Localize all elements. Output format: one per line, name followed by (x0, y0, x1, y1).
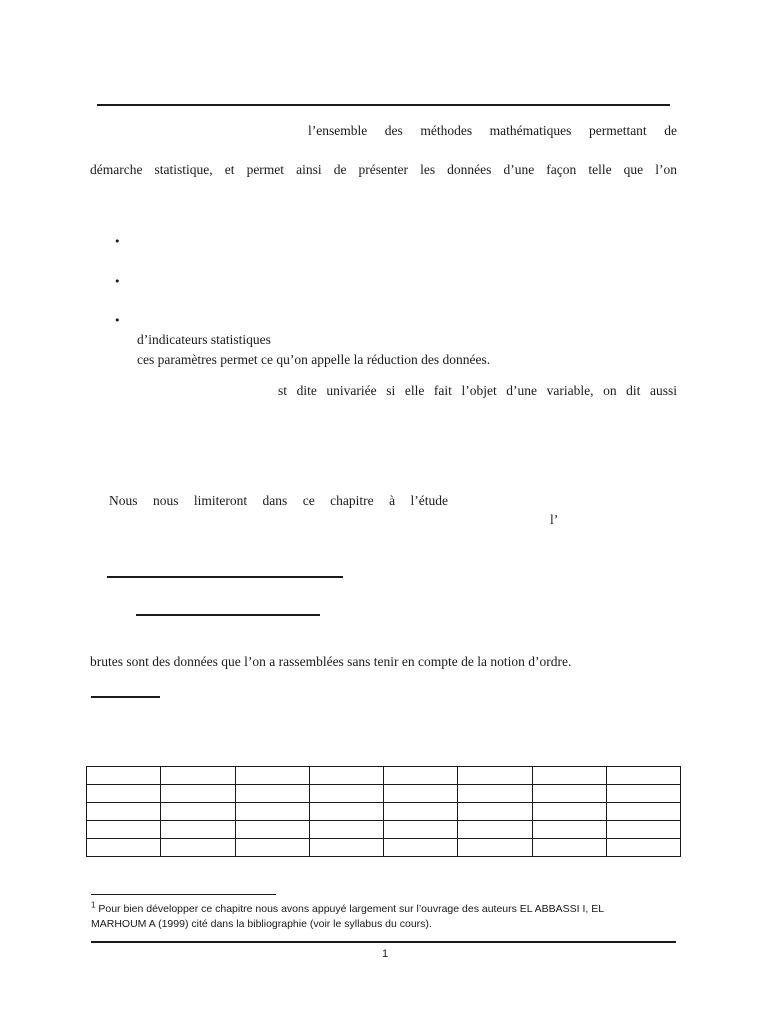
footnote-marker: 1 (91, 900, 96, 910)
bullet-2: • (114, 275, 121, 288)
table-cell (161, 785, 235, 803)
table-row (87, 821, 681, 839)
text-line-3: d’indicateurs statistiques (137, 332, 271, 347)
table-cell (309, 839, 383, 857)
table-row (87, 785, 681, 803)
table-cell (235, 785, 309, 803)
example-label-rule (91, 696, 160, 698)
bullet-1: • (114, 235, 121, 248)
table-cell (458, 821, 532, 839)
footer-rule (91, 941, 676, 943)
table-cell (235, 839, 309, 857)
text-line-1: l’ensemble des méthodes mathématiques permettant de (308, 123, 677, 138)
table-cell (161, 821, 235, 839)
table-cell (309, 821, 383, 839)
text-line-4: ces paramètres permet ce qu’on appelle la réduction des données. (137, 352, 491, 367)
text-line-7: l’ (550, 512, 559, 527)
page-number: 1 (381, 948, 389, 960)
table-cell (161, 767, 235, 785)
table-cell (532, 839, 606, 857)
data-table (86, 766, 681, 857)
table-cell (309, 785, 383, 803)
table-cell (532, 821, 606, 839)
table-cell (458, 785, 532, 803)
table-cell (235, 821, 309, 839)
table-cell (384, 767, 458, 785)
bullet-3: • (114, 314, 121, 327)
table-cell (309, 767, 383, 785)
text-line-8: brutes sont des données que l’on a rassemblées sans tenir en compte de la notion d’ordre. (90, 654, 572, 669)
table-cell (532, 785, 606, 803)
header-rule (97, 104, 670, 106)
text-line-5: st dite univariée si elle fait l’objet d’une variable, on dit aussi (278, 383, 677, 398)
table-cell (384, 821, 458, 839)
table-cell (87, 821, 161, 839)
table-cell (606, 803, 680, 821)
table-cell (606, 785, 680, 803)
table-cell (458, 803, 532, 821)
table-row (87, 839, 681, 857)
table-cell (235, 803, 309, 821)
table-cell (606, 767, 680, 785)
section-heading-rule-1 (107, 576, 343, 578)
footnote-text-1: Pour bien développer ce chapitre nous avons appuyé largement sur l’ouvrage des auteurs EL ABBASSI I, EL (98, 903, 605, 915)
table-cell (384, 803, 458, 821)
table-cell (532, 767, 606, 785)
table-cell (384, 785, 458, 803)
table-cell (87, 803, 161, 821)
table-cell (235, 767, 309, 785)
section-heading-rule-2 (136, 614, 320, 616)
table-row (87, 767, 681, 785)
table-cell (309, 803, 383, 821)
table-cell (87, 767, 161, 785)
text-line-2: démarche statistique, et permet ainsi de présenter les données d’une façon telle que l’on (90, 162, 677, 177)
footnote-line-1 (91, 902, 604, 917)
text-line-6: Nous nous limiteront dans ce chapitre à l’étude (109, 493, 448, 508)
table-cell (87, 839, 161, 857)
table-cell (458, 767, 532, 785)
table-cell (384, 839, 458, 857)
table-row (87, 803, 681, 821)
table-cell (532, 803, 606, 821)
footnote-line-2: MARHOUM A (1999) cité dans la bibliographie (voir le syllabus du cours). (91, 918, 432, 930)
footnote-separator (91, 894, 276, 895)
table-cell (606, 839, 680, 857)
table-cell (87, 785, 161, 803)
table-cell (458, 839, 532, 857)
table-cell (606, 821, 680, 839)
table-cell (161, 839, 235, 857)
table-cell (161, 803, 235, 821)
